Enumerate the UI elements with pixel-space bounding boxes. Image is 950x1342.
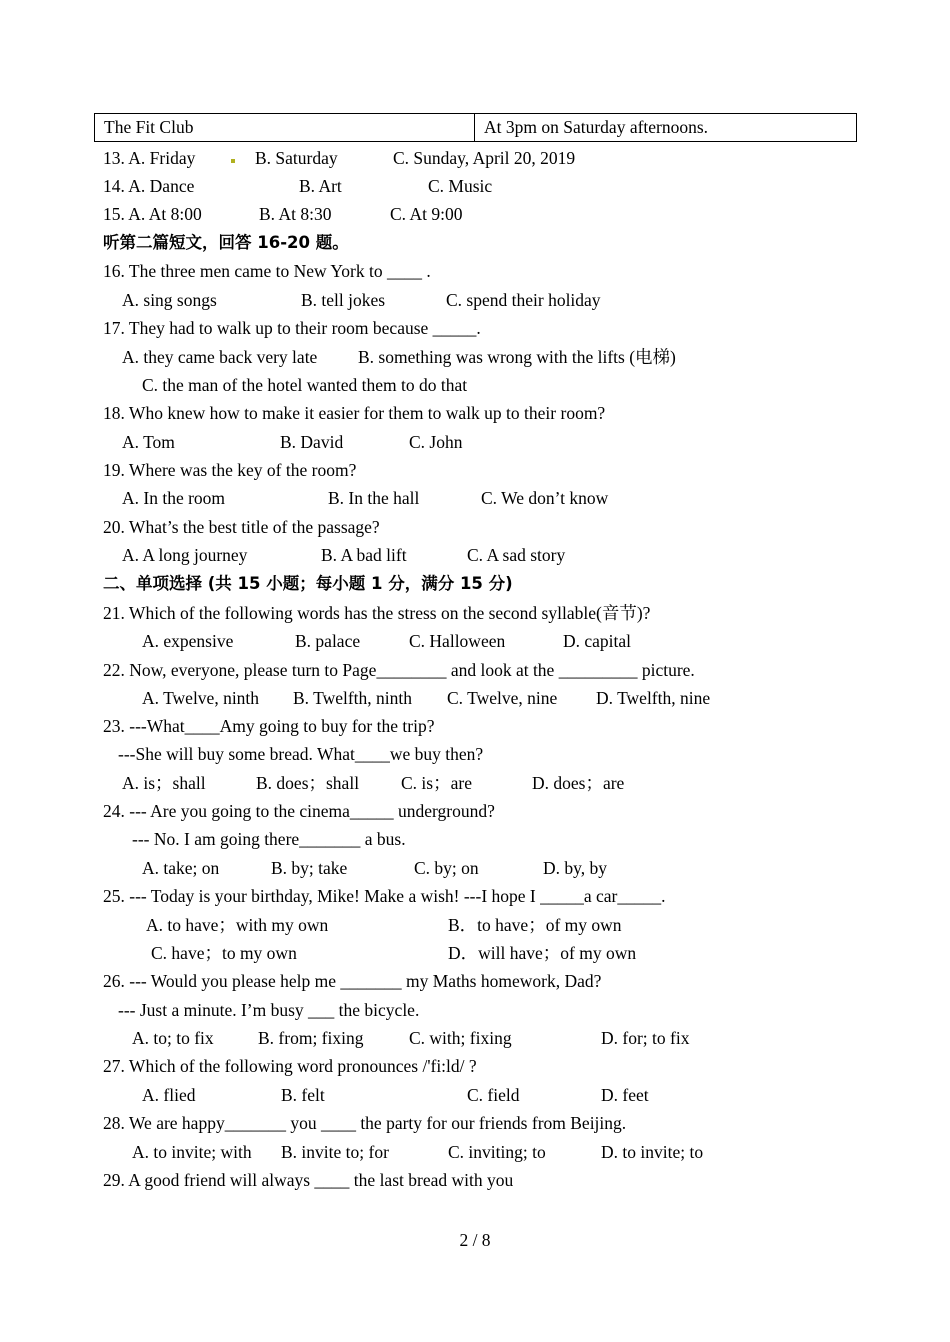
q18-option-c: C. John: [409, 432, 463, 452]
q24-option-b: B. by; take: [271, 858, 348, 878]
q27-option-b: B. felt: [281, 1085, 325, 1105]
q17-option-c: C. the man of the hotel wanted them to do that: [142, 375, 468, 395]
question-16-stem: [0, 258, 950, 284]
q27-option-d: D. feet: [601, 1085, 649, 1105]
q21-option-a: A. expensive: [142, 631, 234, 651]
q18-option-b: B. David: [280, 432, 344, 452]
q23-stem: 23. ---What____Amy going to buy for the trip?: [103, 716, 435, 736]
q19-option-c: C. We don’t know: [481, 488, 609, 508]
question-25-stem: [0, 883, 950, 909]
question-13: [0, 145, 950, 171]
q25-option-a: A. to have；with my own: [146, 915, 329, 935]
q24-option-c: C. by; on: [414, 858, 479, 878]
q26-option-d: D. for; to fix: [601, 1028, 690, 1048]
q24-stem-2: --- No. I am going there_______ a bus.: [132, 829, 406, 849]
q20-option-b: B. A bad lift: [321, 545, 407, 565]
question-17-options-2: [0, 372, 950, 398]
q21-option-c: C. Halloween: [409, 631, 506, 651]
question-26-stem: [0, 968, 950, 994]
q22-option-d: D. Twelfth, nine: [596, 688, 711, 708]
club-time-cell: At 3pm on Saturday afternoons.: [475, 114, 857, 142]
q28-option-d: D. to invite; to: [601, 1142, 704, 1162]
section-heading-single-choice: [0, 571, 950, 597]
q19-option-b: B. In the hall: [328, 488, 420, 508]
question-22-options: [0, 685, 950, 711]
q23-stem-2: ---She will buy some bread. What____we buy then?: [118, 744, 484, 764]
q20-option-c: C. A sad story: [467, 545, 566, 565]
q28-option-b: B. invite to; for: [281, 1142, 389, 1162]
question-24-stem-2: [0, 826, 950, 852]
table-row: [95, 114, 857, 142]
question-17-options: [0, 344, 950, 370]
question-14: [0, 173, 950, 199]
question-24-stem: [0, 798, 950, 824]
question-28-stem: [0, 1110, 950, 1136]
question-25-options-2: [0, 940, 950, 966]
q19-stem: 19. Where was the key of the room?: [103, 460, 357, 480]
q25-option-d: D．will have；of my own: [448, 943, 637, 963]
q13-option-b: B. Saturday: [255, 148, 338, 168]
q18-stem: 18. Who knew how to make it easier for them to walk up to their room?: [103, 403, 606, 423]
q25-option-c: C. have；to my own: [151, 943, 297, 963]
section-heading-text: 听第二篇短文，回答 16-20 题。: [103, 233, 349, 252]
question-21-options: [0, 628, 950, 654]
question-15: [0, 201, 950, 227]
q14-option-c: C. Music: [428, 176, 493, 196]
question-17-stem: [0, 315, 950, 341]
club-schedule-table: [94, 113, 857, 142]
question-26-stem-2: [0, 997, 950, 1023]
q21-option-d: D. capital: [563, 631, 632, 651]
question-23-options: [0, 770, 950, 796]
q16-option-a: A. sing songs: [122, 290, 217, 310]
q16-option-c: C. spend their holiday: [446, 290, 601, 310]
q22-option-c: C. Twelve, nine: [447, 688, 558, 708]
section-heading-text: 二、单项选择 (共 15 小题；每小题 1 分，满分 15 分): [103, 574, 513, 593]
question-25-options: [0, 912, 950, 938]
question-27-options: [0, 1082, 950, 1108]
q21-option-b: B. palace: [295, 631, 361, 651]
question-23-stem: [0, 713, 950, 739]
q26-stem: 26. --- Would you please help me _______ my Maths homework, Dad?: [103, 971, 602, 991]
q13-option-a: 13. A. Friday: [103, 148, 196, 168]
question-18-options: [0, 429, 950, 455]
section-heading-listening-2: [0, 230, 950, 256]
q22-option-b: B. Twelfth, ninth: [293, 688, 413, 708]
page-number: 2 / 8: [459, 1230, 491, 1250]
question-21-stem: [0, 600, 950, 626]
q25-stem: 25. --- Today is your birthday, Mike! Make a wish! ---I hope I _____a car_____.: [103, 886, 666, 906]
q17-option-a: A. they came back very late: [122, 347, 318, 367]
q22-stem: 22. Now, everyone, please turn to Page________ and look at the _________ picture.: [103, 660, 695, 680]
q27-option-a: A. flied: [142, 1085, 196, 1105]
q17-stem: 17. They had to walk up to their room because _____.: [103, 318, 481, 338]
q17-option-b: B. something was wrong with the lifts (电梯): [358, 347, 676, 367]
q26-option-b: B. from; fixing: [258, 1028, 364, 1048]
q23-option-d: D. does；are: [532, 773, 625, 793]
q15-option-b: B. At 8:30: [259, 204, 332, 224]
q13-option-c: C. Sunday, April 20, 2019: [393, 148, 576, 168]
q21-stem: 21. Which of the following words has the stress on the second syllable(音节)?: [103, 603, 651, 623]
q18-option-a: A. Tom: [122, 432, 175, 452]
q27-option-c: C. field: [467, 1085, 520, 1105]
q29-stem: 29. A good friend will always ____ the last bread with you: [103, 1170, 514, 1190]
q16-stem: 16. The three men came to New York to ____ .: [103, 261, 431, 281]
question-20-options: [0, 542, 950, 568]
q26-option-a: A. to; to fix: [132, 1028, 214, 1048]
q26-option-c: C. with; fixing: [409, 1028, 512, 1048]
question-24-options: [0, 855, 950, 881]
q15-option-c: C. At 9:00: [390, 204, 463, 224]
q23-option-b: B. does；shall: [256, 773, 360, 793]
q27-stem: 27. Which of the following word pronounces /'fi:ld/ ?: [103, 1056, 477, 1076]
q22-option-a: A. Twelve, ninth: [142, 688, 260, 708]
question-19-options: [0, 485, 950, 511]
question-18-stem: [0, 400, 950, 426]
question-26-options: [0, 1025, 950, 1051]
q14-option-a: 14. A. Dance: [103, 176, 195, 196]
q16-option-b: B. tell jokes: [301, 290, 386, 310]
q24-option-d: D. by, by: [543, 858, 608, 878]
q28-stem: 28. We are happy_______ you ____ the party for our friends from Beijing.: [103, 1113, 627, 1133]
club-name-cell: The Fit Club: [95, 114, 475, 142]
q24-option-a: A. take; on: [142, 858, 220, 878]
q23-option-a: A. is；shall: [122, 773, 206, 793]
question-16-options: [0, 287, 950, 313]
question-20-stem: [0, 514, 950, 540]
question-22-stem: [0, 657, 950, 683]
q15-option-a: 15. A. At 8:00: [103, 204, 202, 224]
question-29-stem: [0, 1167, 950, 1193]
q24-stem: 24. --- Are you going to the cinema_____ underground?: [103, 801, 495, 821]
q14-option-b: B. Art: [299, 176, 342, 196]
q28-option-c: C. inviting; to: [448, 1142, 546, 1162]
q26-stem-2: --- Just a minute. I’m busy ___ the bicycle.: [118, 1000, 420, 1020]
q25-option-b: B．to have；of my own: [448, 915, 622, 935]
q20-stem: 20. What’s the best title of the passage?: [103, 517, 380, 537]
question-23-stem-2: [0, 741, 950, 767]
q19-option-a: A. In the room: [122, 488, 226, 508]
question-27-stem: [0, 1053, 950, 1079]
q20-option-a: A. A long journey: [122, 545, 248, 565]
q28-option-a: A. to invite; with: [132, 1142, 252, 1162]
q23-option-c: C. is；are: [401, 773, 472, 793]
question-19-stem: [0, 457, 950, 483]
question-28-options: [0, 1139, 950, 1165]
